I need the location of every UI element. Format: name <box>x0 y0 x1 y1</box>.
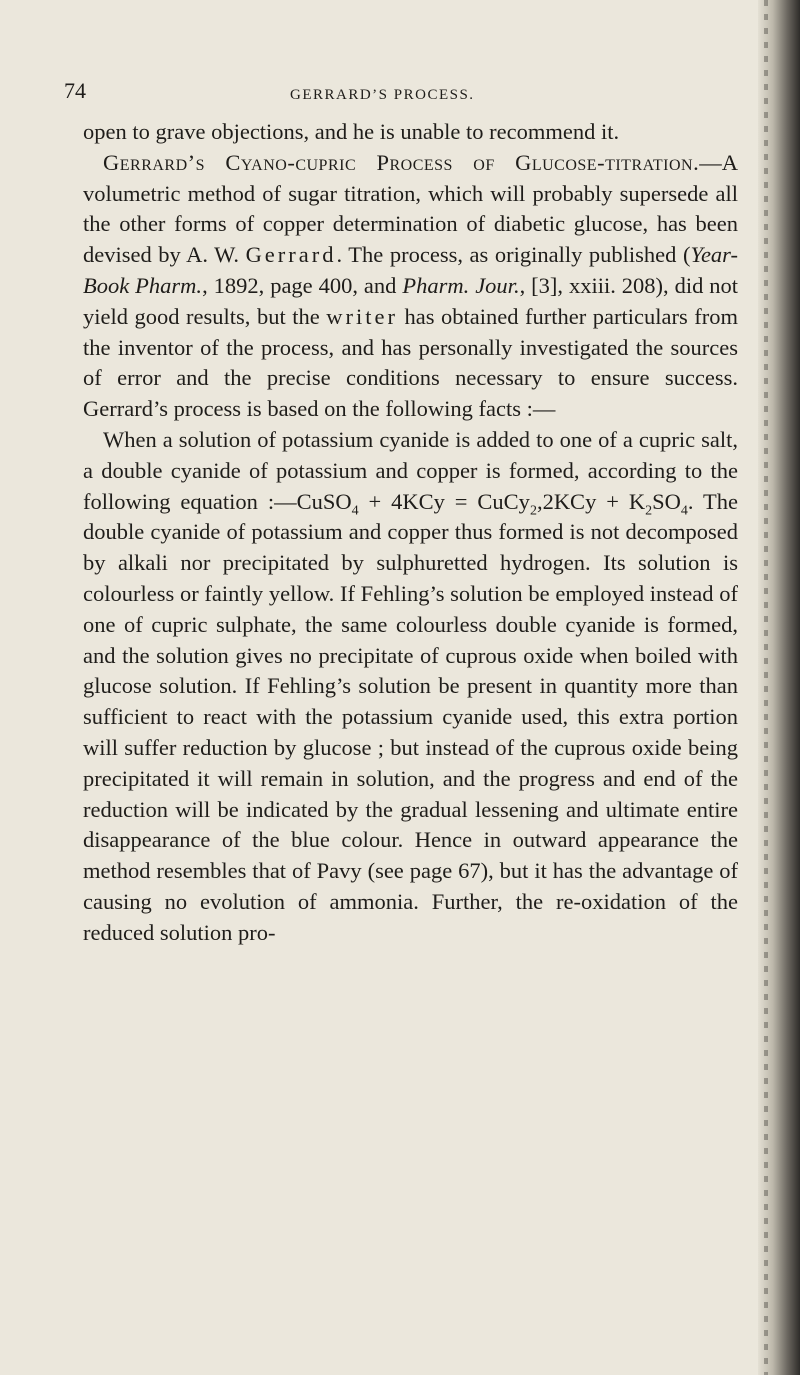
text-run: ,2KCy + K <box>536 488 646 514</box>
text-run: . The double cyanide of potassium and copper thus formed is not decomposed by alkali nor precipitated by sulphuretted hydrogen. Its solution is colourless or faintly yellow. If Fehling’s solution be employed instead of one of cupric sulphate, the same colourless double cyanide is formed, and the solution gives no precipitate of cuprous oxide when boiled with glucose solution. If Fehling’s solution be present in quantity more than sufficient to react with the potassium cyanide used, this extra portion will suffer reduction by glucose ; but instead of the cuprous oxide being precipitated it will remain in solution, and the progress and end of the reduction will be indicated by the gradual lessening and ultimate entire disappearance of the blue colour. Hence in outward appearance the method resembles that of Pavy (see page 67), but it has the advantage of causing no evolution of ammonia. Further, the re-oxidation of the reduced solution pro- <box>83 488 738 945</box>
page-edge-shadow <box>758 0 800 1375</box>
text-run: When a solution of potassium cyanide is added to one of a cupric salt, a double cyanide of potassium and copper is formed, according to the following equation :—CuSO <box>83 426 738 514</box>
subscript: 4 <box>680 503 688 519</box>
page-header <box>64 78 754 110</box>
paragraph-continuation <box>83 117 738 148</box>
text-run: , [3], xxiii. 208), did not yield good results, but the <box>83 272 739 329</box>
text-run: , 1892, page 400, and <box>202 272 403 298</box>
author-name: Gerrard <box>245 242 337 268</box>
citation-pharm-jour: Pharm. Jour. <box>402 272 520 298</box>
emphasis-writer: writer <box>326 303 398 329</box>
text-run: SO <box>652 488 681 514</box>
section-heading: Gerrard’s Cyano-cupric Process of Glucose-titration. <box>103 149 700 175</box>
text-run: has obtained further particulars from the inventor of the process, and has personally investigated the sources of error and the precise conditions necessary to ensure success. Gerrard’s process is based on the following facts :— <box>83 303 738 422</box>
subscript: 2 <box>645 503 653 519</box>
text-run: . The process, as originally published ( <box>336 242 691 268</box>
paragraph-1-text: open to grave objections, and he is unable to recommend it. <box>83 119 620 144</box>
page-number: 74 <box>64 78 86 103</box>
text-run: + 4KCy = CuCy <box>358 488 530 514</box>
body-text <box>83 117 738 949</box>
text-run: —A volumetric method of sugar titration, which will probably supersede all the other forms of copper determination of diabetic glucose, has been devised by A. W. <box>83 149 738 268</box>
running-head: GERRARD’S PROCESS. <box>290 87 475 103</box>
subscript: 4 <box>351 503 359 519</box>
paragraph-gerrard-process <box>83 148 738 425</box>
subscript: 2 <box>529 503 537 519</box>
paragraph-facts <box>83 425 738 949</box>
citation-year-book: Year-Book Pharm. <box>83 242 738 298</box>
